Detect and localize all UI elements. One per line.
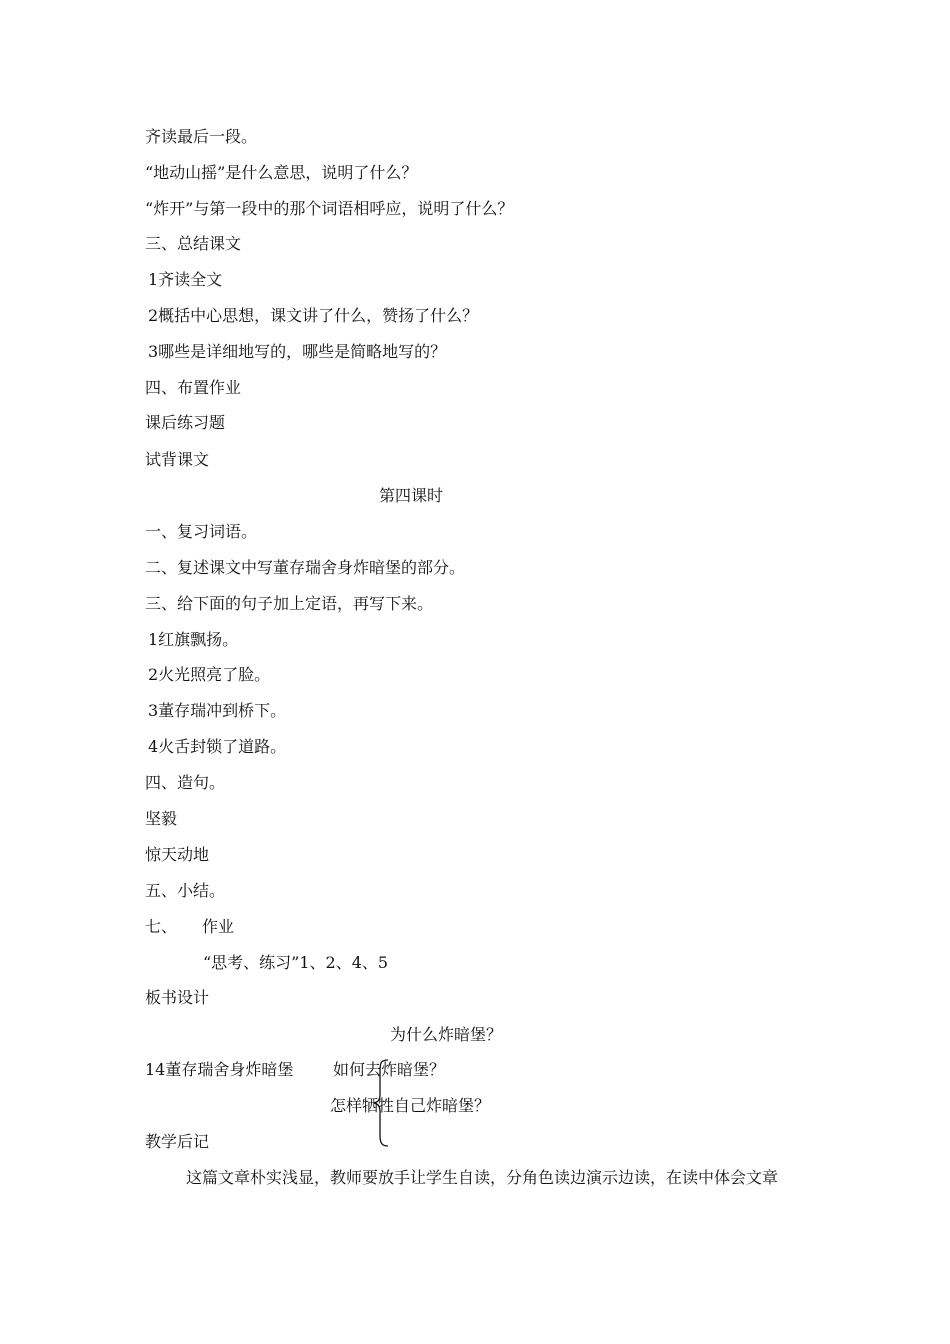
list-item: 1齐读全文 [148, 270, 223, 289]
section-heading: 作业 [202, 917, 235, 936]
paragraph: 这篇文章朴实浅显，教师要放手让学生自读，分角色读边演示边读，在读中体会文章 [186, 1168, 779, 1187]
question-line: “地动山摇”是什么意思，说明了什么？ [145, 163, 418, 182]
homework-line: “思考、练习”1、2、4、5 [203, 953, 389, 972]
board-question: 为什么炸暗堡？ [390, 1025, 503, 1044]
list-item: 3哪些是详细地写的，哪些是简略地写的？ [148, 342, 447, 361]
list-item: 3董存瑞冲到桥下。 [148, 701, 287, 720]
list-item: 2火光照亮了脸。 [148, 665, 271, 684]
section-number: 七、 [145, 917, 178, 936]
board-question: 如何去炸暗堡？ [333, 1060, 446, 1079]
section-heading: 一、复习词语。 [145, 522, 258, 541]
section-heading: 四、布置作业 [145, 378, 242, 397]
board-question: 怎样牺牲自己炸暗堡？ [330, 1096, 491, 1115]
text-line: 坚毅 [145, 809, 178, 828]
section-heading: 三、总结课文 [145, 234, 242, 253]
text-line: 齐读最后一段。 [145, 127, 258, 146]
lesson-title: 第四课时 [379, 486, 444, 505]
text-line: 课后练习题 [145, 413, 226, 432]
section-heading: 板书设计 [145, 988, 210, 1007]
section-heading: 五、小结。 [145, 881, 226, 900]
board-brace [372, 1058, 392, 1148]
section-heading: 四、造句。 [145, 773, 226, 792]
section-heading: 二、复述课文中写董存瑞舍身炸暗堡的部分。 [145, 558, 466, 577]
text-line: 惊天动地 [145, 845, 210, 864]
board-title: 14董存瑞舍身炸暗堡 [145, 1060, 294, 1079]
list-item: 4火舌封锁了道路。 [148, 737, 287, 756]
section-heading: 三、给下面的句子加上定语，再写下来。 [145, 594, 434, 613]
text-line: 试背课文 [145, 450, 210, 469]
question-line: “炸开”与第一段中的那个词语相呼应，说明了什么？ [145, 199, 514, 218]
section-heading: 教学后记 [145, 1132, 210, 1151]
list-item: 2概括中心思想，课文讲了什么，赞扬了什么？ [148, 306, 479, 325]
list-item: 1红旗飘扬。 [148, 630, 239, 649]
